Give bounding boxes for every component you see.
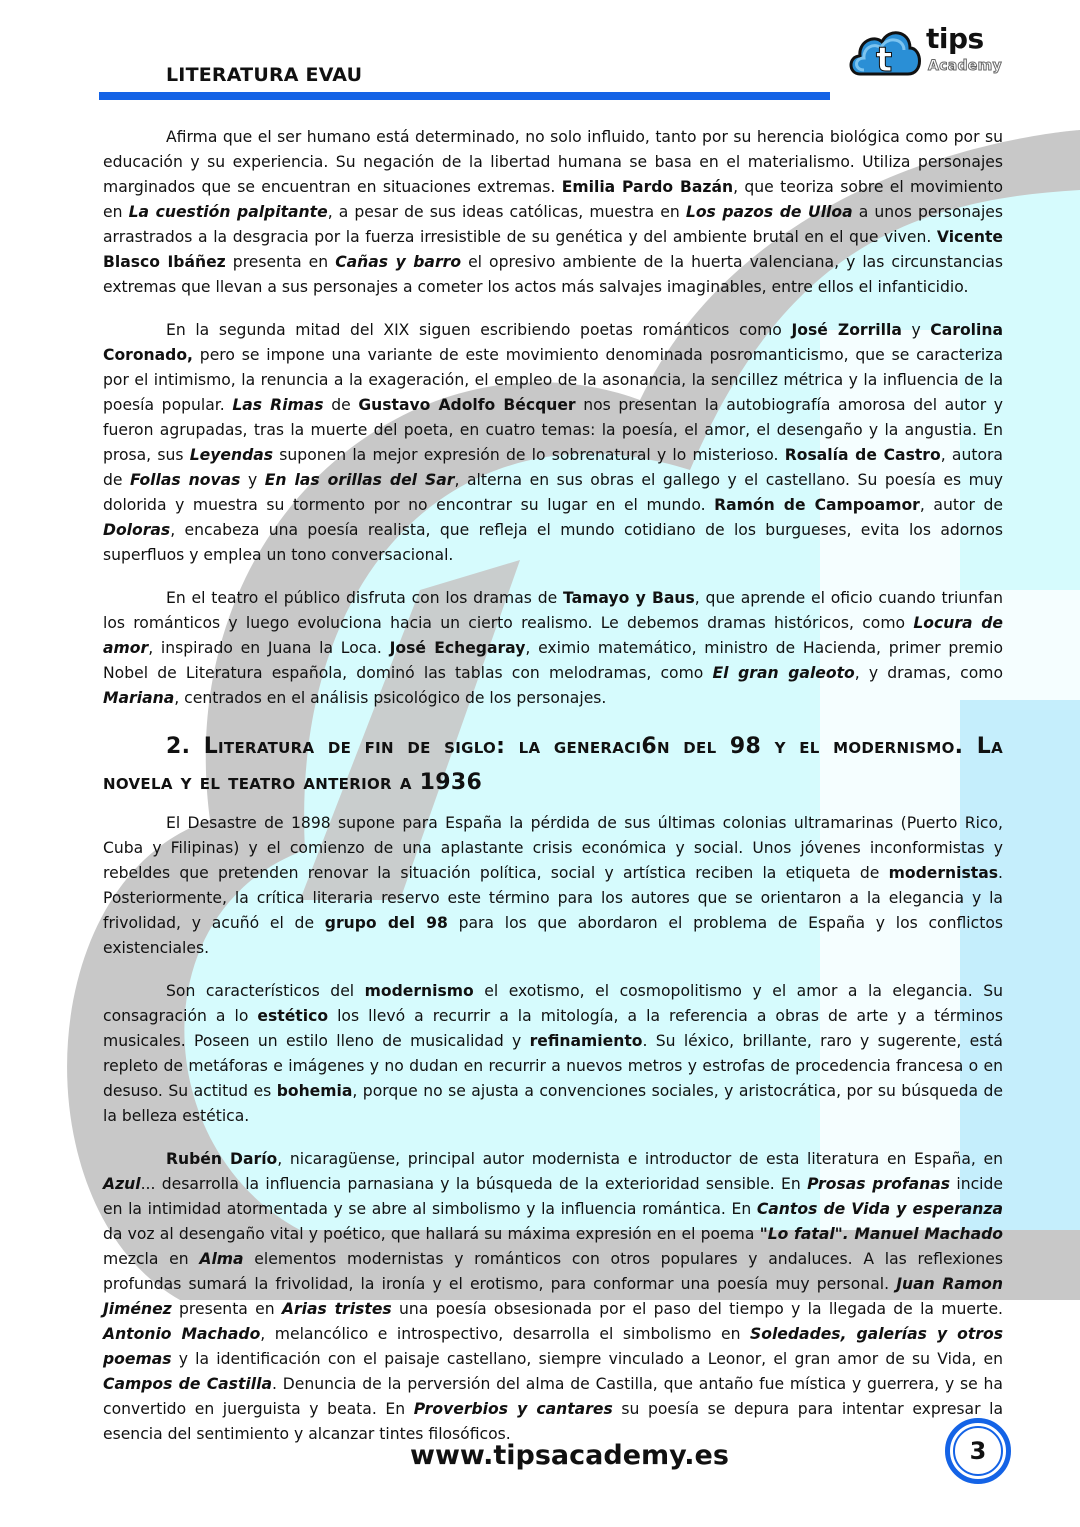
work-title: Las Rimas [232,396,324,414]
text-run: para los que abordaron el problema de España y los conflictos existenciales. [103,914,1003,957]
section-heading: 2. Literatura de fin de siglo: la generaci6n del 98 y el modernismo. La novela y el teatro anterior a 1936 [103,734,1003,795]
bold-term: refinamiento [529,1032,643,1050]
text-run: presenta en [225,253,336,271]
text-run: . Denuncia de la perversión del alma de Castilla, que antaño fue mística y guerrera, y se ha convertido en juerguista y beata. En [103,1375,1003,1418]
bold-term: estético [257,1007,329,1025]
text-run: , encabeza una poesía realista, que refleja el mundo cotidiano de los burgueses, evita los adornos superfluos y emplea un tono conversacional. [103,521,1003,564]
text-run: . Su léxico, brillante, raro y sugerente, está repleto de metáforas e imágenes y no dudan en recurrir a nuevos metros y estrofas de procedencia francesa o en desuso. Su actitud es [103,1032,1003,1100]
cloud-t-icon [846,24,924,80]
text-run: el opresivo ambiente de la huerta valenciana, y las circunstancias extremas que llevan a sus personajes a cometer los actos más salvajes imaginables, entre ellos el infanticidio. [103,253,1003,296]
work-title: "Lo fatal". Manuel Machado [759,1225,1003,1243]
work-title: Prosas profanas [807,1175,951,1193]
paragraph-p1 [103,125,1003,300]
work-title: Doloras [103,521,171,539]
bold-term: Rubén Darío [166,1150,278,1168]
work-title: Campos de Castilla [103,1375,272,1393]
text-run: de [323,396,359,414]
text-run: y [240,471,265,489]
work-title: Proverbios y cantares [413,1400,613,1418]
work-title: Alma [199,1250,244,1268]
text-run: , que teoriza sobre el movimiento en [103,178,1004,221]
bold-term: Rosalía de Castro [784,446,941,464]
text-run: , que aprende el oficio cuando triunfan los románticos y luego evoluciona hacia un cierto realismo. Le debemos dramas históricos, como [103,589,1003,632]
bold-term: Tamayo y Baus [562,589,695,607]
work-title: Azul [103,1175,141,1193]
page-number: 3 [969,1437,987,1465]
work-title: Soledades, galerías y otros poemas [103,1325,1003,1368]
text-run: , autora de [103,446,1003,489]
text-run: suponen la mejor expresión de lo sobrenatural y lo misterioso. [273,446,785,464]
work-title: Cantos de Vida y esperanza [756,1200,1003,1218]
work-title: Antonio Machado [103,1325,261,1343]
work-title: Arias tristes [281,1300,392,1318]
text-run: Afirma que el ser humano está determinado, no solo influido, tanto por su herencia biológica como por su educación y su experiencia. Su negación de la libertad humana se basa en el materialismo. Utiliza personajes marginados que se encuentran en situaciones extremas. [103,128,1003,196]
work-title: Mariana [103,689,175,707]
work-title: En las orillas del Sar [264,471,455,489]
text-run: mezcla en [103,1250,200,1268]
text-run: el exotismo, el cosmopolitismo y el amor a la elegancia. Su consagración a lo [103,982,1003,1025]
document-header-title: LITERATURA EVAU [166,64,363,86]
text-run: , a pesar de sus ideas católicas, muestra en [327,203,686,221]
work-title: Cañas y barro [335,253,462,271]
section-2-body [103,811,1003,1447]
work-title: El gran galeoto [712,664,855,682]
paragraph-p4 [103,811,1003,961]
logo-sub-text: Academy [928,58,1002,74]
text-run: , melancólico e introspectivo, desarrolla el simbolismo en [260,1325,751,1343]
work-title: Follas novas [130,471,241,489]
text-run: elementos modernistas y románticos con otros populares y andaluces. A las reflexiones profundas sumará la frivolidad, la ironía y el erotismo, para conformar una poesía muy personal. [103,1250,1003,1293]
text-run: , eximio matemático, ministro de Hacienda, primer premio Nobel de Literatura española, dominó las tablas con melodramas, como [103,639,1003,682]
text-run: , y dramas, como [854,664,1003,682]
text-run: En la segunda mitad del XIX siguen escribiendo poetas románticos como [166,321,792,339]
paragraph-p5 [103,979,1003,1129]
page-number-badge [945,1418,1011,1484]
text-run: , centrados en el análisis psicológico de los personajes. [174,689,607,707]
text-run: nos presentan la autobiografía amorosa del autor y fueron agrupadas, tras la muerte del poeta, en cuatro temas: la poesía, el amor, el desengaño y la angustia. En prosa, sus [103,396,1004,464]
paragraph-p6 [103,1147,1003,1447]
text-run: los llevó a recurrir a la mitología, a la referencia a obras de arte y a términos musicales. Poseen un estilo lleno de musicalidad y [103,1007,1003,1050]
text-run: , inspirado en Juana la Loca. [148,639,390,657]
work-title: Locura de amor [103,614,1003,657]
text-run: incide en la intimidad atormentada y se abre al simbolismo y la influencia romántica. En [103,1175,1003,1218]
text-run: pero se impone una variante de este movimiento denominada posromanticismo, que se caracteriza por el intimismo, la renuncia a la exageración, el empleo de la asonancia, la sencillez métrica y la influencia de la poesía popular. [103,346,1003,414]
text-run: El Desastre de 1898 supone para España la pérdida de sus últimas colonias ultramarinas (Puerto Rico, Cuba y Filipinas) y el comienzo de una aplastante crisis económica y social. Unos jóvenes inconformistas y rebeldes que pretenden renovar la situación política, social y artística reciben la etiqueta de [103,814,1003,882]
paragraph-p2 [103,318,1003,568]
text-run: a unos personajes arrastrados a la desgracia por la fuerza irresistible de su genética y del ambiente brutal en el que viven. [103,203,1004,246]
text-run: presenta en [171,1300,282,1318]
header-accent-bar [99,92,830,100]
bold-term: Emilia Pardo Bazán [561,178,734,196]
bold-term: modernistas [888,864,999,882]
text-run: , porque no se ajusta a convenciones sociales, y aristocrática, por su búsqueda de la belleza estética. [103,1082,1003,1125]
text-run: una poesía obsesionada por el paso del tiempo y la llegada de la muerte. [391,1300,1003,1318]
text-run: En el teatro el público disfruta con los dramas de [166,589,563,607]
text-run: , alterna en sus obras el gallego y el castellano. Su poesía es muy dolorida y muestra su tormento por no encontrar su lugar en el mundo. [103,471,1003,514]
text-run: Son característicos del [166,982,365,1000]
bold-term: grupo del 98 [324,914,448,932]
text-run: , nicaragüense, principal autor modernista e introductor de esta literatura en España, en [277,1150,1003,1168]
bold-term: modernismo [364,982,474,1000]
logo-brand-text: tips [926,22,984,55]
text-run: , autor de [919,496,1003,514]
document-body [103,125,1003,1465]
tips-academy-logo [846,24,1006,84]
svg-text:t: t [876,40,893,80]
work-title: La cuestión palpitante [128,203,328,221]
bold-term: Ramón de Campoamor [714,496,920,514]
text-run: y [901,321,931,339]
bold-term: Gustavo Adolfo Bécquer [358,396,576,414]
work-title: Juan Ramon Jiménez [103,1275,1004,1318]
work-title: Leyendas [189,446,274,464]
bold-term: bohemia [276,1082,353,1100]
footer-website-link[interactable]: www.tipsacademy.es [410,1440,729,1471]
text-run: su poesía se depura para intentar expresar la esencia del sentimiento y alcanzar tintes filosóficos. [103,1400,1004,1443]
paragraph-p3 [103,586,1003,711]
text-run: y la identificación con el paisaje castellano, siempre vinculado a Leonor, el gran amor de su Vida, en [171,1350,1003,1368]
text-run: da voz al desengaño vital y poético, que hallará su máxima expresión en el poema [103,1225,760,1243]
bold-term: José Zorrilla [791,321,902,339]
section-1-continuation [103,125,1003,711]
bold-term: Vicente Blasco Ibáñez [103,228,1003,271]
work-title: Los pazos de Ulloa [685,203,853,221]
text-run: ... desarrolla la influencia parnasiana y la búsqueda de la exterioridad sensible. En [140,1175,808,1193]
text-run: . Posteriormente, la crítica literaria reservo este término para los autores que se orientaron a la elegancia y la frivolidad, y acuñó el de [103,864,1003,932]
bold-term: José Echegaray [389,639,526,657]
bold-term: Carolina Coronado, [103,321,1003,364]
